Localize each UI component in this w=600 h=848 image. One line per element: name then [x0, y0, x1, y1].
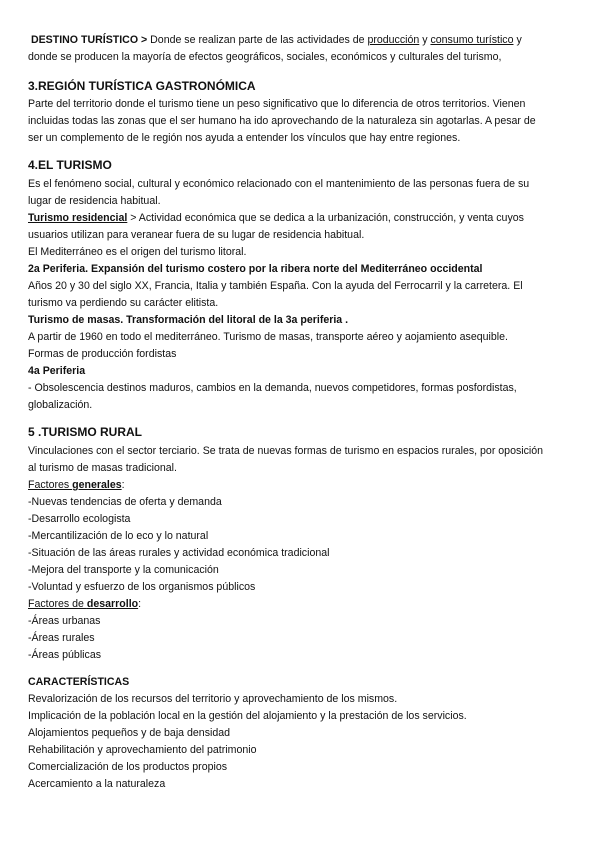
turismo-masas-line: A partir de 1960 en todo el mediterráneo. Turismo de masas, transporte aéreo y aojamiento asequible. — [28, 331, 508, 343]
mediterraneo-line: El Mediterráneo es el origen del turismo litoral. — [28, 246, 247, 258]
factor-general-item: -Mejora del transporte y la comunicación — [28, 564, 219, 576]
caracteristicas-title: CARACTERÍSTICAS — [28, 676, 130, 688]
factores-generales-label — [28, 478, 572, 492]
section-4-paragraph-line: lugar de residencia habitual. — [28, 195, 161, 207]
periferia-2-line: turismo va perdiendo su carácter elitista. — [28, 297, 219, 309]
periferia-2-title: 2a Periferia. Expansión del turismo costero por la ribera norte del Mediterráneo occidental — [28, 263, 483, 275]
factores-desarrollo-label — [28, 597, 572, 611]
factor-desarrollo-item: -Áreas urbanas — [28, 615, 101, 627]
turismo-residencial-term: Turismo residencial — [28, 212, 128, 224]
intro-text-a: Donde se realizan parte de las actividades de — [147, 34, 368, 46]
caracteristica-item: Rehabilitación y aprovechamiento del patrimonio — [28, 744, 257, 756]
intro-line-1 — [28, 33, 572, 47]
caracteristica-item: Alojamientos pequeños y de baja densidad — [28, 727, 231, 739]
turismo-masas-line: Formas de producción fordistas — [28, 348, 177, 360]
intro-line-2: donde se producen la mayoría de efectos geográficos, sociales, económicos y culturales del turismo, — [28, 51, 502, 63]
periferia-4-line: - Obsolescencia destinos maduros, cambios en la demanda, nuevos competidores, formas posfordistas, — [28, 382, 517, 394]
section-3-paragraph-line: ser un complemento de le región nos ayuda a entender los vínculos que hay entre regiones. — [28, 132, 461, 144]
factor-desarrollo-item: -Áreas rurales — [28, 632, 95, 644]
caracteristica-item: Implicación de la población local en la gestión del alojamiento y la prestación de los servicios. — [28, 710, 467, 722]
factor-general-item: -Nuevas tendencias de oferta y demanda — [28, 496, 222, 508]
section-4-paragraph-line: Es el fenómeno social, cultural y económico relacionado con el mantenimiento de las personas fuera de su — [28, 178, 530, 190]
factor-desarrollo-item: -Áreas públicas — [28, 649, 102, 661]
factores-generales-label-b: generales — [72, 479, 122, 491]
intro-text-b: y — [419, 34, 431, 46]
section-5-paragraph-line: Vinculaciones con el sector terciario. Se trata de nuevas formas de turismo en espacios rurales, por oposición — [28, 445, 544, 457]
factor-general-item: -Desarrollo ecologista — [28, 513, 131, 525]
turismo-masas-title: Turismo de masas. Transformación del litoral de la 3a periferia . — [28, 314, 349, 326]
intro-term: DESTINO TURÍSTICO > — [30, 34, 148, 46]
periferia-4-line: globalización. — [28, 399, 93, 411]
caracteristica-item: Acercamiento a la naturaleza — [28, 778, 166, 790]
caracteristica-item: Comercialización de los productos propios — [28, 761, 228, 773]
section-5-paragraph-line: al turismo de masas tradicional. — [28, 462, 177, 474]
turismo-residencial-line — [28, 211, 572, 225]
turismo-residencial-text: > Actividad económica que se dedica a la urbanización, construcción, y venta cuyos — [127, 212, 524, 224]
turismo-residencial-line-2: usuarios utilizan para veranear fuera de su lugar de residencia habitual. — [28, 229, 365, 241]
factores-desarrollo-label-a: Factores de — [28, 598, 87, 610]
section-4-title: 4.EL TURISMO — [28, 158, 112, 172]
link-produccion[interactable]: producción — [367, 34, 420, 46]
section-5-title: 5 .TURISMO RURAL — [28, 425, 142, 439]
factor-general-item: -Voluntad y esfuerzo de los organismos públicos — [28, 581, 256, 593]
caracteristica-item: Revalorización de los recursos del territorio y aprovechamiento de los mismos. — [28, 693, 398, 705]
factor-general-item: -Mercantilización de lo eco y lo natural — [28, 530, 209, 542]
factores-desarrollo-colon: : — [138, 598, 142, 610]
section-3-title: 3.REGIÓN TURÍSTICA GASTRONÓMICA — [28, 79, 256, 93]
section-3-paragraph-line: Parte del territorio donde el turismo tiene un peso significativo que lo diferencia de otros territorios. Vienen — [28, 98, 526, 110]
link-consumo-turistico[interactable]: consumo turístico — [430, 34, 514, 46]
periferia-2-line: Años 20 y 30 del siglo XX, Francia, Italia y también España. Con la ayuda del Ferrocarril y la carretera. El — [28, 280, 523, 292]
periferia-4-title: 4a Periferia — [28, 365, 86, 377]
factores-generales-label-a: Factores — [28, 479, 73, 491]
factores-generales-colon: : — [121, 479, 125, 491]
factor-general-item: -Situación de las áreas rurales y actividad económica tradicional — [28, 547, 330, 559]
factores-desarrollo-label-b: desarrollo — [86, 598, 139, 610]
intro-text-c: y — [513, 34, 522, 46]
section-3-paragraph-line: incluidas todas las zonas que el ser humano ha ido aprovechando de la naturaleza sin agotarlas. A pesar de — [28, 115, 536, 127]
